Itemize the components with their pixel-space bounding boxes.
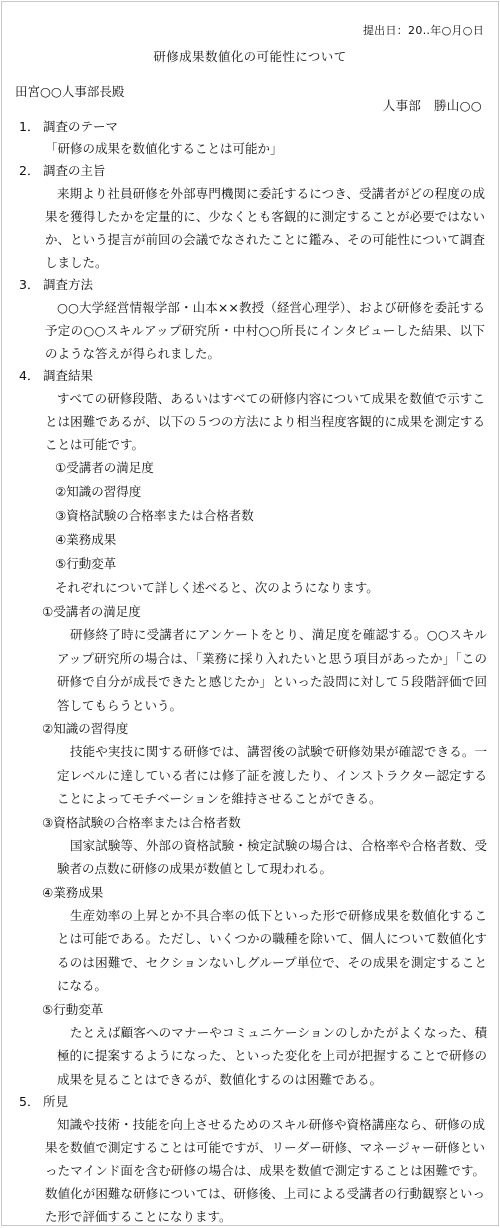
section-number: 2．: [19, 163, 40, 178]
list-item: ①受講者の満足度: [55, 460, 154, 475]
section-title: 調査結果: [43, 368, 94, 383]
detail-paragraph: たとえば顧客へのマナーやコミュニケーションのしかたがよくなった、積極的に提案するようになった、といった変化を上司が把握することで研修の成果を見ることはできるが、数値化するのは困難である。: [57, 1024, 487, 1087]
detail-heading: ②知識の習得度: [42, 721, 129, 736]
section-heading-purpose: [19, 160, 498, 182]
submission-date: 提出日：20‥年○月○日: [362, 24, 484, 37]
detail-heading: ⑤行動変革: [42, 1001, 104, 1017]
list-item: ③資格試験の合格率または合格者数: [55, 508, 254, 523]
section-title: 調査のテーマ: [43, 119, 119, 134]
list-item: ②知識の習得度: [55, 484, 142, 499]
recipient: 田宮○○人事部長殿: [15, 84, 125, 99]
section-number: 1．: [19, 119, 40, 134]
theme-statement: 「研修の成果を数値化することは可能か」: [45, 141, 283, 156]
section-title: 調査の主旨: [43, 163, 106, 178]
detail-paragraph: 国家試験等、外部の資格試験・検定試験の場合は、合格率や合格者数、受験者の点数に研修の成果が数値として現われる。: [57, 837, 487, 876]
section-number: 4．: [19, 368, 40, 383]
results-summary: それぞれについて詳しく述べると、次のようになります。: [55, 580, 379, 595]
purpose-paragraph: 来期より社員研修を外部専門機関に委託するにつき、受講者がどの程度の成果を獲得したかを定量的に、少なくとも客観的に測定することが必要ではないか、という提言が前回の会議でなされたことに鑑み、その可能性について調査しました。: [45, 186, 485, 270]
section-number: 3．: [19, 277, 40, 292]
sender: 人事部 勝山○○: [382, 98, 482, 113]
section-title: 所見: [43, 1094, 69, 1109]
section-number: 5．: [19, 1094, 40, 1109]
detail-paragraph: 生産効率の上昇とか不具合率の低下といった形で研修成果を数値化することは可能である。ただし、いくつかの職種を除いて、個人について数値化するのは困難で、セクションないしグループ単位で、その成果を測定することになる。: [57, 907, 487, 993]
results-intro-paragraph: すべての研修段階、あるいはすべての研修内容について成果を数値で示すことは困難であるが、以下の５つの方法により相当程度客観的に成果を測定することは可能です。: [45, 391, 485, 452]
detail-paragraph: 技能や実技に関する研修では、講習後の試験で研修効果が確認できる。一定レベルに達している者には修了証を渡したり、インストラクター認定することによってモチベーションを維持させることができる。: [57, 744, 487, 806]
method-list: [2, 456, 498, 576]
detail-paragraph: 研修終了時に受講者にアンケートをとり、満足度を確認する。○○スキルアップ研究所の場合は、「業務に採り入れたいと思う項目があったか」「この研修で自分が成長できたと感じたか」といった設問に対して５段階評価で回答してもらうという。: [57, 627, 487, 713]
document-page: [1, 1, 499, 1226]
section-heading-theme: [19, 116, 498, 138]
section-title: 調査方法: [43, 277, 94, 292]
method-paragraph: ○○大学経営情報学部・山本××教授（経営心理学）、および研修を委託する予定の○○スキルアップ研究所・中村○○所長にインタビューした結果、以下のような答えが得られました。: [45, 300, 485, 361]
section-heading-method: [19, 274, 498, 296]
detail-heading: ①受講者の満足度: [42, 604, 141, 619]
document-title: 研修成果数値化の可能性について: [153, 49, 347, 64]
detail-heading: ③資格試験の合格率または合格者数: [42, 814, 241, 830]
document-body: [2, 116, 498, 1228]
list-item: ⑤行動変革: [55, 556, 117, 571]
list-item: ④業務成果: [55, 532, 117, 547]
findings-paragraph: 知識や技術・技能を向上させるためのスキル研修や資格講座なら、研修の成果を数値で測定することは可能ですが、リーダー研修、マネージャー研修といったマインド面を含む研修の場合は、成果を数値で測定することは困難です。数値化が困難な研修については、研修後、上司による受講者の行動観察といった形で評価することになります。: [45, 1117, 485, 1224]
detail-heading: ④業務成果: [42, 884, 104, 900]
section-heading-findings: [19, 1091, 498, 1113]
section-heading-results: [19, 365, 498, 387]
